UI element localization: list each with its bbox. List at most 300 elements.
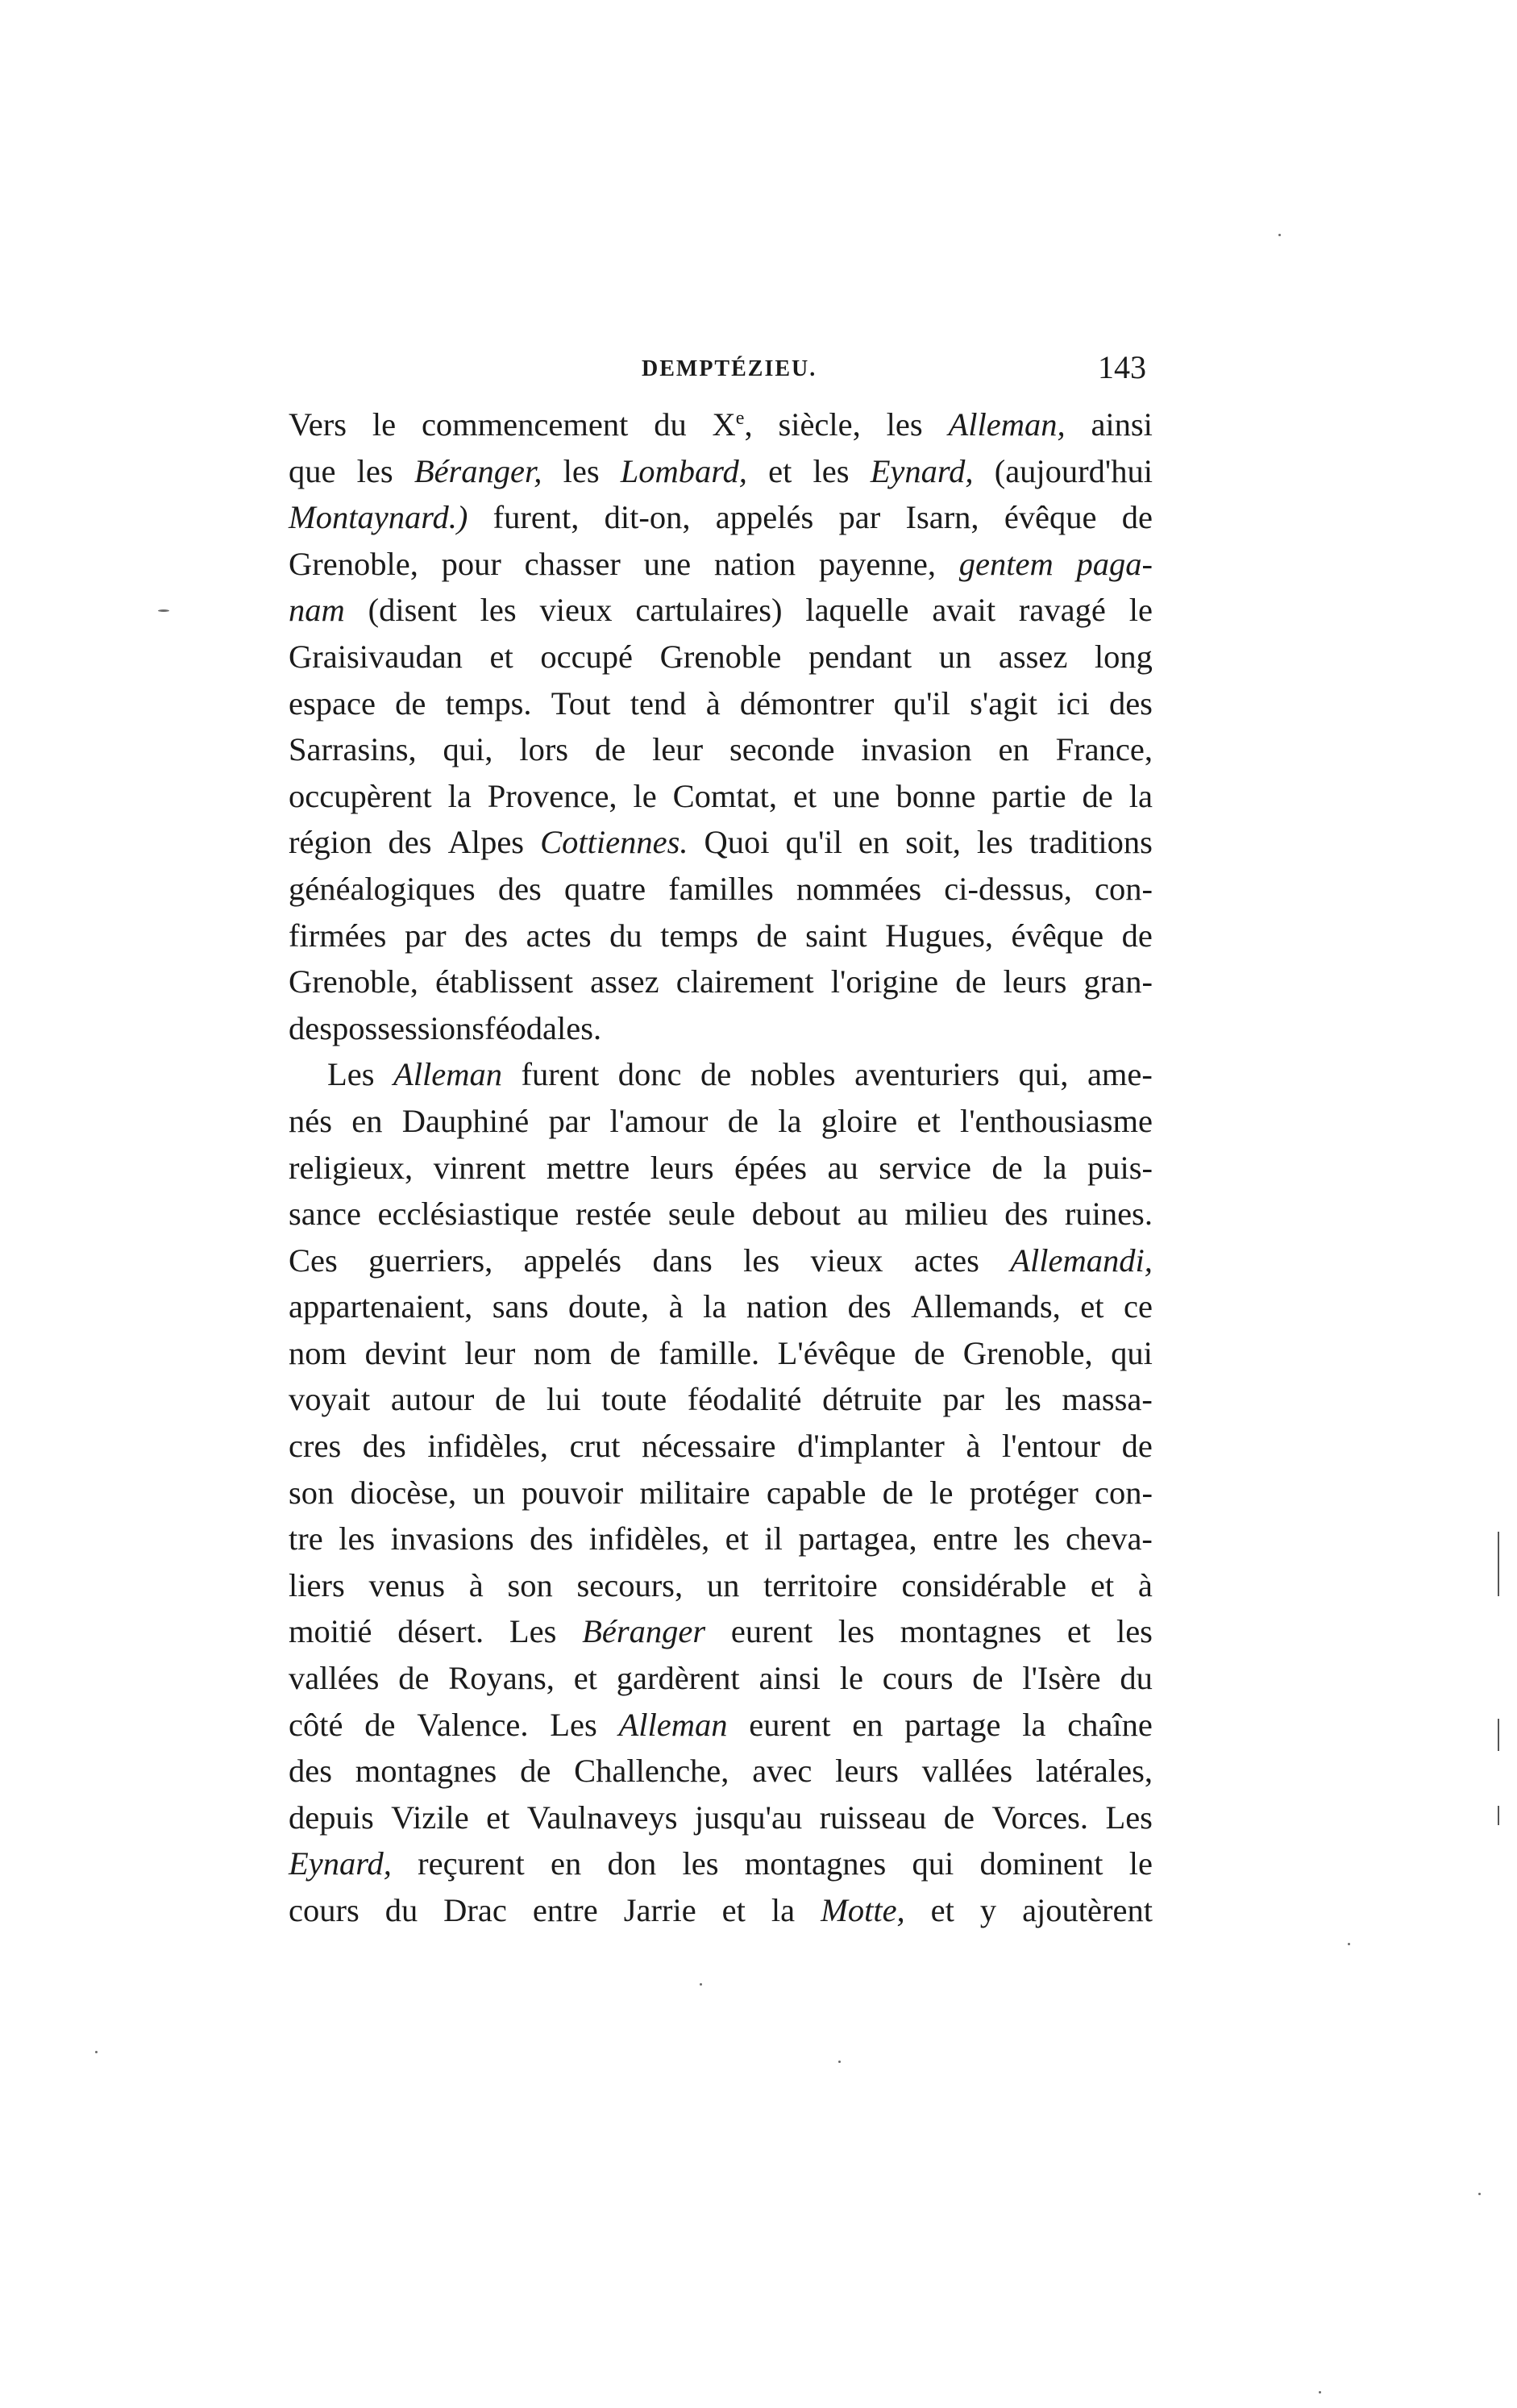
word: Les xyxy=(1105,1799,1153,1836)
word: Alleman xyxy=(618,1706,728,1743)
word: debout xyxy=(751,1196,841,1233)
word: détruite xyxy=(822,1381,922,1418)
text-line xyxy=(289,1005,1153,1052)
text-line xyxy=(289,1330,1153,1377)
word: côté xyxy=(289,1706,343,1743)
text-line xyxy=(289,587,1153,634)
word: et xyxy=(573,1660,597,1697)
word: Cottiennes. xyxy=(540,824,688,861)
text-line xyxy=(289,494,1153,541)
word: l'entour xyxy=(1002,1428,1101,1465)
word: l'Isère xyxy=(1022,1660,1101,1697)
text-line xyxy=(289,1470,1153,1516)
word: partagea, xyxy=(798,1520,917,1558)
word: le xyxy=(1128,592,1153,629)
word: à xyxy=(705,684,721,722)
word: vieux xyxy=(810,1241,883,1279)
word: considérable xyxy=(901,1566,1067,1603)
word: lors xyxy=(519,731,569,768)
word: ajoutèrent xyxy=(1022,1892,1153,1928)
word: donc xyxy=(617,1056,682,1093)
word: moitié xyxy=(289,1613,372,1650)
word: les xyxy=(682,1845,719,1882)
word: entre xyxy=(933,1520,999,1558)
text-line xyxy=(289,819,1153,866)
word: qui, xyxy=(443,731,493,768)
word: vieux xyxy=(539,592,613,629)
word: puis- xyxy=(1087,1149,1153,1186)
body-text xyxy=(289,401,1153,1934)
word: doute, xyxy=(568,1288,650,1325)
word: des xyxy=(847,1288,891,1325)
text-line xyxy=(289,866,1153,913)
word: par xyxy=(942,1381,985,1418)
word: un xyxy=(938,638,972,675)
word: Eynard, xyxy=(289,1845,392,1882)
text-line xyxy=(289,1051,1153,1098)
word: Graisivaudan xyxy=(289,638,463,675)
word: des xyxy=(362,1428,406,1465)
word: vallées xyxy=(289,1660,380,1697)
word: son xyxy=(507,1566,553,1603)
text-line xyxy=(289,1516,1153,1562)
word: évêque xyxy=(1004,499,1097,536)
word: le xyxy=(839,1660,863,1697)
word: religieux, xyxy=(289,1149,414,1186)
word: Grenoble, xyxy=(289,545,418,582)
word: l'enthousiasme xyxy=(959,1102,1153,1139)
word: Les xyxy=(509,1613,557,1650)
word: la xyxy=(1043,1149,1067,1186)
scan-speck xyxy=(1348,1943,1350,1945)
text-line xyxy=(289,1376,1153,1423)
word: Provence, xyxy=(487,777,617,814)
word: avait xyxy=(932,592,996,629)
word: la xyxy=(1022,1706,1046,1743)
word: lui xyxy=(546,1381,581,1418)
word: les xyxy=(1004,1381,1041,1418)
text-line xyxy=(289,1702,1153,1749)
word: des xyxy=(289,1009,332,1046)
word: Montaynard.) xyxy=(289,499,468,536)
word: chasser xyxy=(524,545,621,582)
word: par xyxy=(404,917,447,954)
word: région xyxy=(289,824,372,861)
word: familles xyxy=(668,870,774,907)
word: entre xyxy=(532,1892,598,1928)
word: les xyxy=(886,406,923,443)
word: les xyxy=(563,452,600,489)
word: infidèles, xyxy=(427,1428,548,1465)
word: de xyxy=(1121,1428,1153,1465)
word: les xyxy=(743,1241,780,1279)
word: actes xyxy=(913,1241,979,1279)
text-line xyxy=(289,1145,1153,1192)
word: cours xyxy=(882,1660,954,1697)
word: vinrent xyxy=(433,1149,526,1186)
word: gran- xyxy=(1083,963,1153,1000)
word: secours, xyxy=(576,1566,684,1603)
word: eurent xyxy=(730,1613,813,1650)
word: Vaulnaveys xyxy=(526,1799,678,1836)
word: les xyxy=(356,452,393,489)
text-line xyxy=(289,401,1153,448)
word: du xyxy=(1120,1660,1153,1697)
word: et xyxy=(725,1520,749,1558)
word: cours xyxy=(289,1892,360,1928)
text-line xyxy=(289,634,1153,680)
word: en xyxy=(858,824,890,861)
word: les xyxy=(813,452,850,489)
word: désert. xyxy=(397,1613,484,1650)
word: par xyxy=(838,499,881,536)
word: un xyxy=(706,1566,740,1603)
word: Quoi xyxy=(704,824,770,861)
word: espace xyxy=(289,684,376,722)
word: assez xyxy=(590,963,659,1000)
word: généalogiques xyxy=(289,870,476,907)
word: un xyxy=(472,1474,505,1511)
word: évêque xyxy=(1011,917,1104,954)
word: paga- xyxy=(1076,545,1153,582)
word: la xyxy=(1128,777,1153,814)
word: et xyxy=(930,1892,954,1928)
word: la xyxy=(778,1102,802,1139)
word: dans xyxy=(652,1241,713,1279)
word: de xyxy=(882,1474,914,1511)
word: Grenoble xyxy=(659,638,782,675)
word: reçurent xyxy=(418,1845,525,1882)
word: famille. xyxy=(659,1334,760,1371)
word: service xyxy=(879,1149,971,1186)
word: leurs xyxy=(835,1753,899,1790)
word: la xyxy=(447,777,472,814)
word: latérales, xyxy=(1035,1753,1153,1790)
text-line xyxy=(289,1840,1153,1887)
word: appartenaient, xyxy=(289,1288,473,1325)
word: féodalité xyxy=(687,1381,802,1418)
word: ecclésiastique xyxy=(377,1196,559,1233)
scan-speck xyxy=(1478,2193,1481,2195)
word: mettre xyxy=(546,1149,630,1186)
text-line xyxy=(289,773,1153,820)
word: pour xyxy=(441,545,501,582)
word: commencement xyxy=(421,406,629,443)
word: et xyxy=(489,638,513,675)
word: du xyxy=(384,1892,418,1928)
word: épées xyxy=(734,1149,807,1186)
word: massa- xyxy=(1062,1381,1153,1418)
word: ainsi xyxy=(758,1660,821,1697)
word: de xyxy=(727,1102,758,1139)
word: ruisseau xyxy=(819,1799,927,1836)
word: occupèrent xyxy=(289,777,432,814)
running-head-title: DEMPTÉZIEU. xyxy=(642,356,817,381)
word: L'évêque xyxy=(777,1334,896,1371)
word: son xyxy=(289,1474,335,1511)
word: ravagé xyxy=(1018,592,1106,629)
word: la xyxy=(703,1288,727,1325)
text-line xyxy=(289,1608,1153,1655)
word: il xyxy=(764,1520,783,1558)
word: Isarn, xyxy=(905,499,979,536)
word: en xyxy=(998,731,1029,768)
word: gloire xyxy=(821,1102,898,1139)
word: dominent xyxy=(979,1845,1103,1882)
word: cheva- xyxy=(1066,1520,1153,1558)
text-line xyxy=(289,1283,1153,1330)
word: sance xyxy=(289,1196,361,1233)
word: des xyxy=(464,917,509,954)
scan-speck xyxy=(700,1983,702,1986)
word: qu'il xyxy=(893,684,950,722)
word: Béranger, xyxy=(414,452,542,489)
word: qui, xyxy=(1018,1056,1069,1093)
word: de xyxy=(700,1056,732,1093)
word: le xyxy=(929,1474,954,1511)
word: de xyxy=(1121,917,1153,954)
word: et xyxy=(792,777,817,814)
text-line xyxy=(289,680,1153,727)
word: de xyxy=(913,1334,946,1371)
word: de xyxy=(991,1149,1023,1186)
scan-speck xyxy=(158,609,169,612)
word: Vorces. xyxy=(991,1799,1089,1836)
word: nation xyxy=(746,1288,829,1325)
word: temps xyxy=(660,917,738,954)
word: long xyxy=(1094,638,1153,675)
word: en xyxy=(852,1706,883,1743)
word: les xyxy=(976,824,1013,861)
word: siècle, xyxy=(778,406,861,443)
word: infidèles, xyxy=(588,1520,710,1558)
word: ruines. xyxy=(1064,1196,1153,1233)
word: toute xyxy=(601,1381,667,1418)
word: des xyxy=(388,824,432,861)
word: Béranger xyxy=(582,1613,706,1650)
word: France, xyxy=(1055,731,1153,768)
word: nés xyxy=(289,1102,332,1139)
word: nobles xyxy=(750,1056,836,1093)
word: Les xyxy=(550,1706,597,1743)
word: Dauphiné xyxy=(401,1102,530,1139)
word: que xyxy=(289,452,336,489)
word: nam xyxy=(289,592,345,629)
word: laquelle xyxy=(805,592,909,629)
text-line xyxy=(289,1795,1153,1841)
text-line xyxy=(289,1887,1153,1934)
word: à xyxy=(966,1428,981,1465)
word: avec xyxy=(752,1753,813,1790)
word: leur xyxy=(652,731,704,768)
word: les xyxy=(1013,1520,1050,1558)
word: restée xyxy=(575,1196,652,1233)
word: Les xyxy=(327,1056,375,1093)
word: occupé xyxy=(540,638,634,675)
word: Royans, xyxy=(448,1660,555,1697)
word: établissent xyxy=(434,963,573,1000)
word: milieu xyxy=(904,1196,988,1233)
word: de xyxy=(955,963,987,1000)
word: tre xyxy=(289,1520,323,1558)
word: les xyxy=(1116,1613,1153,1650)
superscript: e xyxy=(735,408,745,429)
word: jusqu'au xyxy=(694,1799,803,1836)
word: guerriers, xyxy=(368,1241,493,1279)
word: furent xyxy=(521,1056,600,1093)
word: Grenoble, xyxy=(962,1334,1093,1371)
word: et xyxy=(1090,1566,1115,1603)
word: les xyxy=(339,1520,376,1558)
word: partie xyxy=(991,777,1066,814)
word: le xyxy=(372,406,397,443)
word: la xyxy=(771,1892,796,1928)
text-line xyxy=(289,726,1153,773)
word: une xyxy=(833,777,880,814)
word: qui xyxy=(1111,1334,1153,1371)
word: et xyxy=(916,1102,941,1139)
word: (aujourd'hui xyxy=(994,452,1153,489)
word: appelés xyxy=(523,1241,622,1279)
word: montagnes xyxy=(744,1845,887,1882)
word: de xyxy=(395,684,426,722)
word: des xyxy=(497,870,542,907)
word: venus xyxy=(368,1566,445,1603)
word: pendant xyxy=(808,638,912,675)
word: l'amour xyxy=(609,1102,709,1139)
word: à xyxy=(668,1288,684,1325)
word: X xyxy=(712,406,736,443)
scan-speck xyxy=(95,2051,98,2053)
word: une xyxy=(643,545,692,582)
text-line xyxy=(289,1098,1153,1145)
word: Comtat, xyxy=(672,777,778,814)
word: liers xyxy=(289,1566,345,1603)
word: dit-on, xyxy=(604,499,691,536)
word: ici xyxy=(1057,684,1090,722)
text-line xyxy=(289,1655,1153,1702)
word-with-superscript: Xe, xyxy=(713,401,753,448)
word: ce xyxy=(1124,1288,1153,1325)
word: Grenoble, xyxy=(289,963,418,1000)
word: bonne xyxy=(896,777,976,814)
word: invasions xyxy=(390,1520,514,1558)
word: du xyxy=(654,406,687,443)
word: Hugues, xyxy=(885,917,993,954)
word: à xyxy=(468,1566,484,1603)
text-line xyxy=(289,1423,1153,1470)
word: le xyxy=(1128,1845,1153,1882)
word: pouvoir xyxy=(522,1474,624,1511)
word: vallées xyxy=(921,1753,1013,1790)
word: temps. xyxy=(445,684,532,722)
word: firmées xyxy=(289,917,387,954)
word: con- xyxy=(1095,1474,1153,1511)
word: Sarrasins, xyxy=(289,731,417,768)
word: Tout xyxy=(551,684,611,722)
margin-mark xyxy=(1498,1532,1499,1596)
word: clairement xyxy=(675,963,814,1000)
word: leurs xyxy=(1003,963,1067,1000)
word: du xyxy=(609,917,642,954)
word: Challenche, xyxy=(574,1753,729,1790)
word: nation xyxy=(713,545,796,582)
word: don xyxy=(607,1845,657,1882)
text-line xyxy=(289,913,1153,959)
word: cartulaires) xyxy=(635,592,783,629)
word: possessions xyxy=(332,1009,485,1046)
word: (disent xyxy=(368,592,457,629)
word: et xyxy=(1066,1613,1091,1650)
word: en xyxy=(551,1845,582,1882)
word: montagnes xyxy=(355,1753,497,1790)
running-head xyxy=(289,348,1153,397)
word: partage xyxy=(904,1706,1001,1743)
page-number: 143 xyxy=(1098,349,1146,385)
word: au xyxy=(827,1149,858,1186)
word: appelés xyxy=(715,499,814,536)
word: de xyxy=(972,1660,1004,1697)
word: et xyxy=(768,452,792,489)
word: Motte, xyxy=(821,1892,905,1928)
word: traditions xyxy=(1029,824,1153,861)
word: et xyxy=(1080,1288,1104,1325)
word: l'origine xyxy=(830,963,939,1000)
text-line xyxy=(289,541,1153,588)
word: gardèrent xyxy=(616,1660,740,1697)
word: voyait xyxy=(289,1381,371,1418)
word: seule xyxy=(667,1196,736,1233)
word: des xyxy=(1108,684,1153,722)
word: des xyxy=(1004,1196,1049,1233)
word: capable xyxy=(766,1474,867,1511)
text-line xyxy=(289,1748,1153,1795)
word: assez xyxy=(998,638,1068,675)
word: furent, xyxy=(493,499,580,536)
word: Valence. xyxy=(417,1706,529,1743)
margin-mark xyxy=(1498,1806,1499,1825)
word: des xyxy=(289,1753,332,1790)
word: de xyxy=(1121,499,1153,536)
word: de xyxy=(756,917,788,954)
word: Drac xyxy=(443,1892,507,1928)
word: de xyxy=(364,1706,396,1743)
word: leurs xyxy=(650,1149,714,1186)
scan-speck xyxy=(838,2061,841,2063)
word: Alleman, xyxy=(948,406,1066,443)
word: Alpes xyxy=(447,824,525,861)
text-line xyxy=(289,1562,1153,1609)
word: qui xyxy=(912,1845,954,1882)
word: et xyxy=(486,1799,510,1836)
word: payenne, xyxy=(818,545,936,582)
word: gentem xyxy=(958,545,1054,582)
word: tend xyxy=(630,684,687,722)
word: nom xyxy=(533,1334,592,1371)
text-line xyxy=(289,959,1153,1005)
scan-speck xyxy=(1319,2391,1321,2393)
word: sans xyxy=(492,1288,549,1325)
word: devint xyxy=(364,1334,447,1371)
text-line xyxy=(289,448,1153,495)
word: à xyxy=(1137,1566,1153,1603)
word: Vizile xyxy=(391,1799,469,1836)
word: qu'il xyxy=(785,824,842,861)
word: actes xyxy=(526,917,592,954)
word: le xyxy=(633,777,657,814)
word: montagnes xyxy=(900,1613,1042,1650)
word: autour xyxy=(390,1381,475,1418)
